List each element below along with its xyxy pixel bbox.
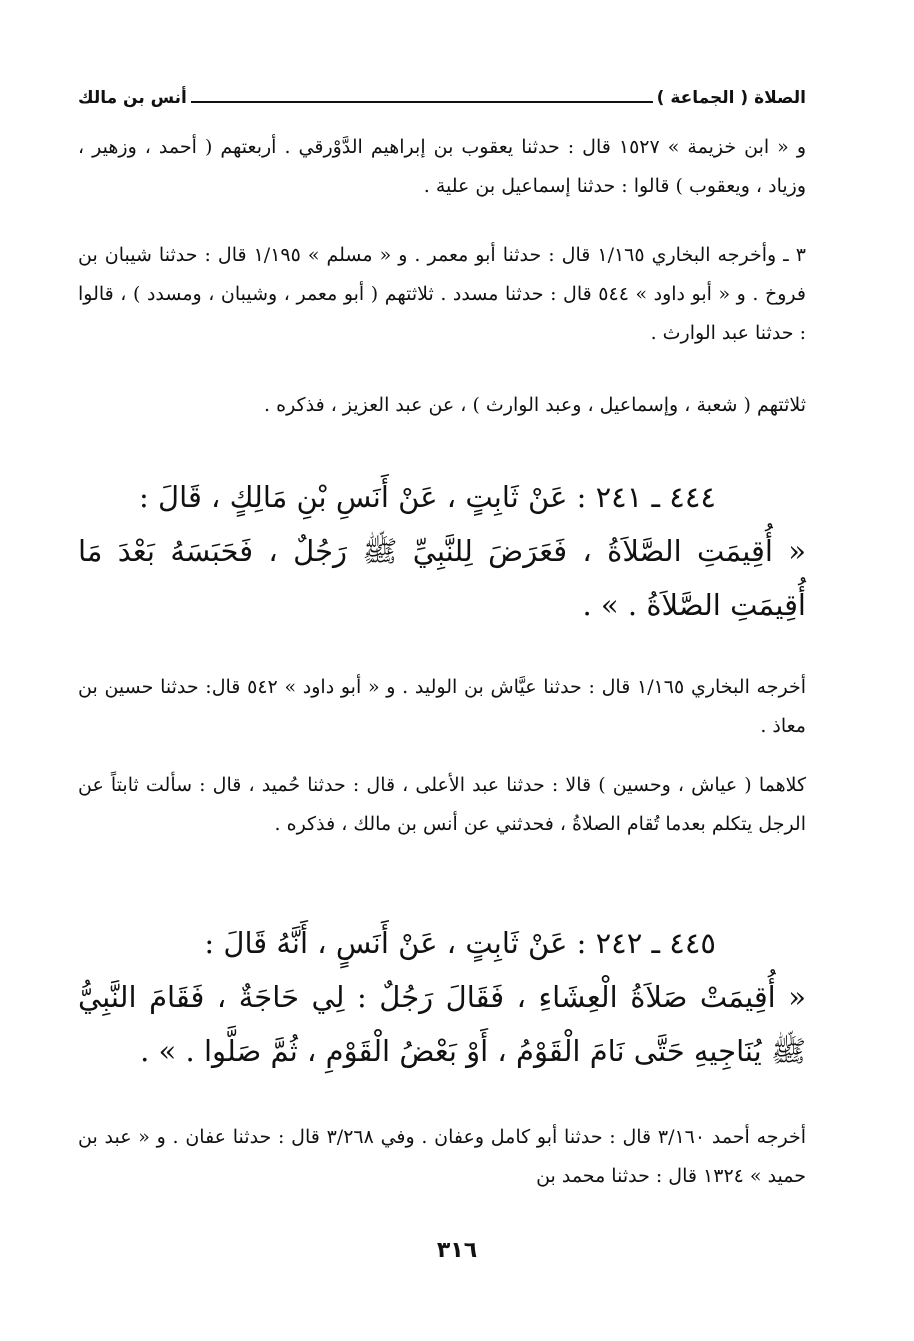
running-header	[78, 88, 806, 108]
hadith-444	[78, 470, 806, 632]
header-section-title: أنس بن مالك	[78, 88, 187, 108]
paragraph-2: ٣ ـ وأخرجه البخاري ١/١٦٥ قال : حدثنا أبو معمر . و « مسلم » ١/١٩٥ قال : حدثنا شيبان بن فروخ . و « أبو داود » ٥٤٤ قال : حدثنا مسدد . ثلاثتهم ( أبو معمر ، وشيبان ، ومسدد ) ، قالوا : حدثنا عبد الوارث .	[78, 244, 806, 344]
hadith-text: « أُقِيمَتْ صَلاَةُ الْعِشَاءِ ، فَقَالَ رَجُلٌ : لِي حَاجَةٌ ، فَقَامَ النَّبِيُّ ﷺ يُنَاجِيهِ حَتَّى نَامَ الْقَوْمُ ، أَوْ بَعْضُ الْقَوْمِ ، ثُمَّ صَلَّوا . » .	[78, 980, 806, 1068]
paragraph-3: ثلاثتهم ( شعبة ، وإسماعيل ، وعبد الوارث ) ، عن عبد العزيز ، فذكره .	[264, 394, 806, 416]
paragraph-1: و « ابن خزيمة » ١٥٢٧ قال : حدثنا يعقوب بن إبراهيم الدَّوْرقي . أربعتهم ( أحمد ، وزهير ، وزياد ، ويعقوب ) قالوا : حدثنا إسماعيل بن علية .	[78, 136, 807, 197]
header-chapter-title: الصلاة ( الجماعة )	[656, 88, 806, 108]
hadith-445	[78, 916, 806, 1078]
hadith-title: ٤٤٥ ـ ٢٤٢ : عَنْ ثَابِتٍ ، عَنْ أَنَسٍ ، أَنَّهُ قَالَ :	[204, 926, 716, 960]
header-rule	[191, 101, 653, 103]
hadith-text: « أُقِيمَتِ الصَّلاَةُ ، فَعَرَضَ لِلنَّبِيِّ ﷺ رَجُلٌ ، فَحَبَسَهُ بَعْدَ مَا أُقِيمَتِ الصَّلاَةُ . » .	[78, 534, 806, 622]
paragraph-5: كلاهما ( عياش ، وحسين ) قالا : حدثنا عبد الأعلى ، قال : حدثنا حُميد ، قال : سألت ثابتاً عن الرجل يتكلم بعدما تُقام الصلاةُ ، فحدثني عن أنس بن مالك ، فذكره .	[78, 774, 806, 835]
paragraph-4: أخرجه البخاري ١/١٦٥ قال : حدثنا عيَّاش بن الوليد . و « أبو داود » ٥٤٢ قال: حدثنا حسين بن معاذ .	[78, 676, 806, 737]
page-number: ٣١٦	[436, 1238, 478, 1263]
paragraph-6: أخرجه أحمد ٣/١٦٠ قال : حدثنا أبو كامل وعفان . وفي ٣/٢٦٨ قال : حدثنا عفان . و « عبد بن حميد » ١٣٢٤ قال : حدثنا محمد بن	[78, 1126, 807, 1187]
hadith-title: ٤٤٤ ـ ٢٤١ : عَنْ ثَابِتٍ ، عَنْ أَنَسِ بْنِ مَالِكٍ ، قَالَ :	[139, 480, 716, 514]
